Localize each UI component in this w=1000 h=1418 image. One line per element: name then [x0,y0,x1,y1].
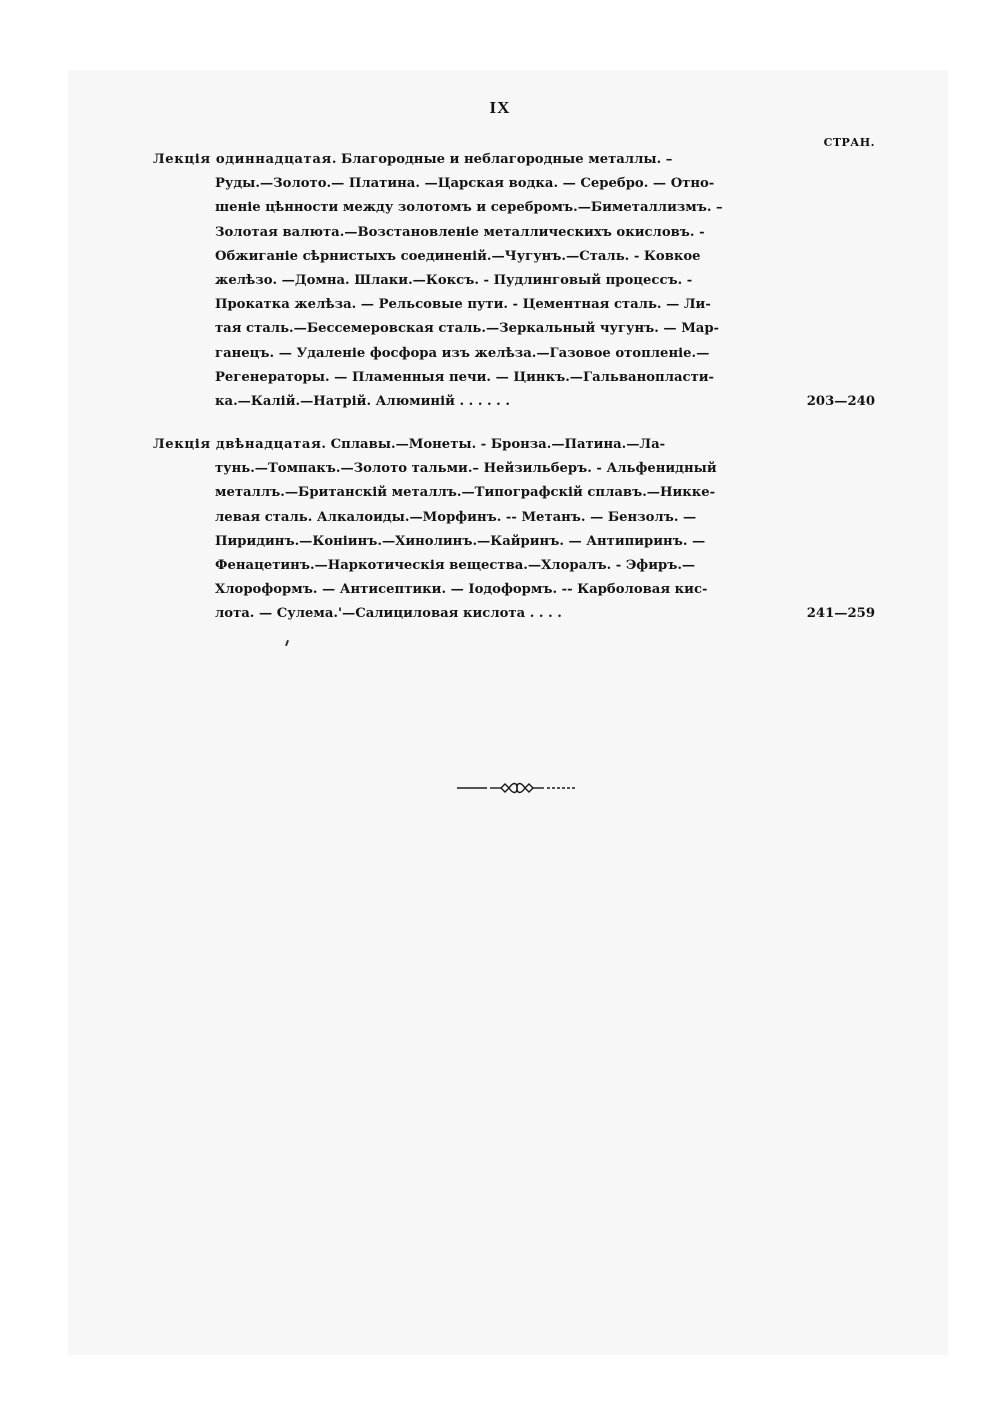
decorative-rule-icon [457,780,577,801]
toc-entry-last-row [153,602,875,626]
page-number: IX [489,98,511,117]
toc-entry-line: шеніе цѣнности между золотомъ и серебромъ.—Биметаллизмъ. – [215,200,723,216]
toc-entry-line: Регенераторы. — Пламенныя печи. — Цинкъ.—Гальванопласти- [215,369,714,385]
page-range: 203—240 [806,394,875,410]
toc-entry-lecture-11 [153,148,875,414]
lecture-title: Лекція двѣнадцатая [153,437,322,452]
toc-entry-first-line [153,148,855,172]
toc-entry-line: ганецъ. — Удаленіе фосфора изъ желѣза.—Газовое отопленіе.— [215,345,710,361]
lecture-title: Лекція одиннадцатая [153,152,332,167]
toc-entry-line: Прокатка желѣза. — Рельсовые пути. - Цементная сталь. — Ли- [215,297,711,313]
toc-entry-line: Фенацетинъ.—Наркотическія вещества.—Хлоралъ. - Эфиръ.— [215,558,696,574]
toc-entry-line: тая сталь.—Бессемеровская сталь.—Зеркальный чугунъ. — Мар- [215,321,720,337]
toc-entry-line: Хлороформъ. — Антисептики. — Іодоформъ. -- Карболовая кис- [215,582,708,598]
toc-entry-lecture-12 [153,433,875,627]
toc-entry-line: Пиридинъ.—Коніинъ.—Хинолинъ.—Кайринъ. — Антипиринъ. — [215,533,706,549]
toc-entry-line: лота. — Сулема.'—Салициловая кислота . . . . [215,606,562,622]
toc-entry-line: ка.—Калій.—Натрій. Алюминій . . . . . . [215,394,510,410]
toc-entry-line: желѣзо. —Домна. Шлаки.—Коксъ. - Пудлинговый процессъ. - [215,273,693,289]
page-column-header: СТРАН. [823,136,875,149]
toc-entry-line: Руды.—Золото.— Платина. —Царская водка. — Серебро. — Отно- [215,176,715,192]
toc-entry-last-row [153,390,875,414]
toc-entry-line: Золотая валюта.—Возстановленіе металлическихъ окисловъ. - [215,224,705,240]
toc-entry-text: . Благородные и неблагородные металлы. – [331,152,673,167]
toc-entry-line: Обжиганіе сѣрнистыхъ соединеній.—Чугунъ.—Сталь. - Ковкое [215,248,701,264]
toc-entry-line: тунь.—Томпакъ.—Золото тальми.– Нейзильберъ. - Альфенидный [215,461,717,477]
toc-entry-line: левая сталь. Алкалоиды.—Морфинъ. -- Метанъ. — Бензолъ. — [215,509,697,525]
page-range: 241—259 [806,606,875,622]
toc-entry-line: металлъ.—Британскій металлъ.—Типографскій сплавъ.—Никке- [215,485,716,501]
toc-entry-text: . Сплавы.—Монеты. - Бронза.—Патина.—Ла- [321,437,666,452]
toc-entry-first-line [153,433,855,457]
